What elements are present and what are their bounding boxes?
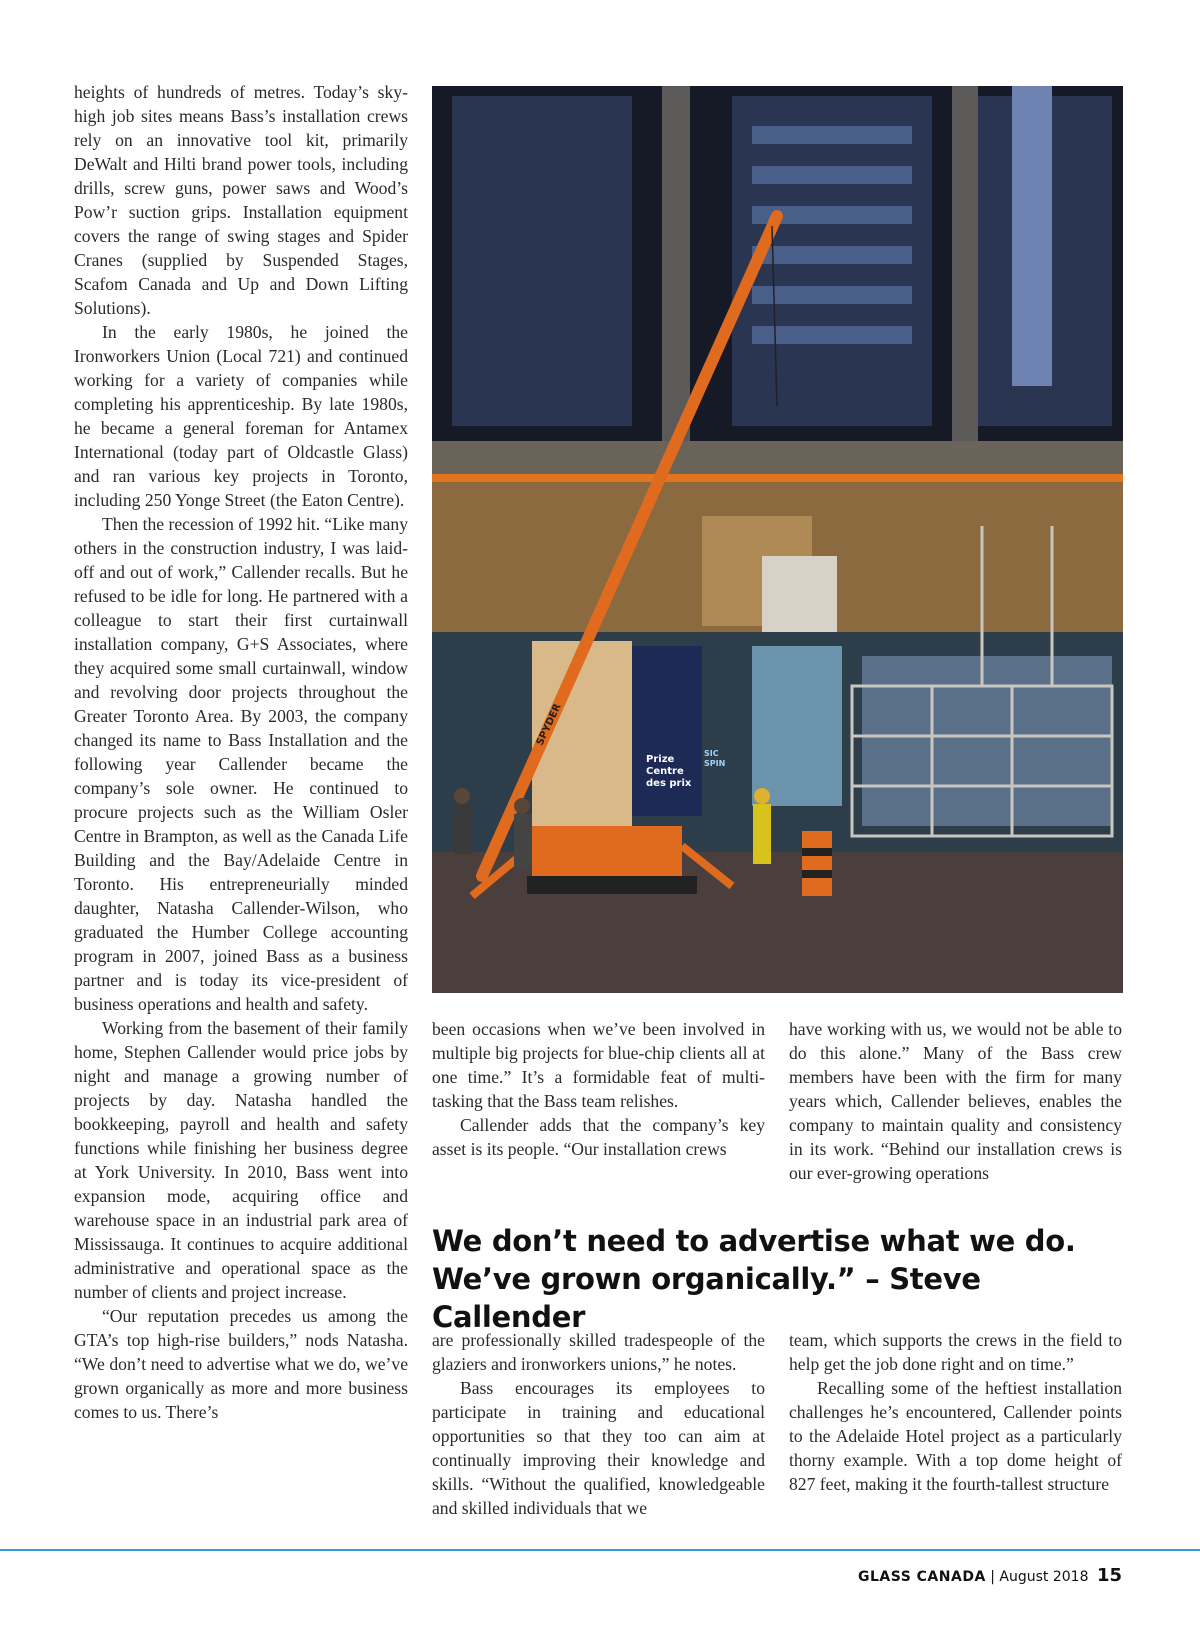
paragraph: Callender adds that the company’s key asset is its people. “Our installation crews	[432, 1115, 765, 1159]
pull-quote-line: We’ve grown organically.” – Steve Callender	[432, 1262, 981, 1334]
construction-photo	[432, 86, 1123, 993]
issue-date: August 2018	[999, 1569, 1089, 1585]
paragraph: Working from the basement of their family home, Stephen Callender would price jobs by night and manage a growing number of projects by day. Natasha handled the bookkeeping, payroll and health and safety functions while finishing her business degree at York University. In 2010, Bass went into expansion mode, acquiring office and warehouse space in an industrial park area of Mississauga. It continues to acquire additional administrative and operational space as the number of clients and project increase.	[74, 1018, 408, 1302]
paragraph: In the early 1980s, he joined the Ironworkers Union (Local 721) and continued working for a variety of companies while completing his apprenticeship. By late 1980s, he became a general foreman for Antamex International (today part of Oldcastle Glass) and ran various key projects in Toronto, including 250 Yonge Street (the Eaton Centre).	[74, 322, 408, 510]
page-number: 15	[1096, 1565, 1122, 1586]
page-footer	[858, 1565, 1122, 1586]
magazine-name: GLASS CANADA	[858, 1569, 986, 1585]
middle-column-top	[432, 1017, 765, 1161]
crane-brand-label: SPYDER	[534, 702, 564, 748]
paragraph: Bass encourages its employees to participate in training and educational opportunities so that they too can aim at continually improving their knowledge and skills. “Without the qualified, knowledgeable and skilled individuals that we	[432, 1378, 765, 1518]
pull-quote	[432, 1222, 1132, 1336]
right-column-bottom	[789, 1328, 1122, 1496]
spin-sign: SIC	[704, 749, 719, 758]
prize-centre-sign: Prize	[646, 754, 675, 765]
paragraph: “Our reputation precedes us among the GTA’s top high-rise builders,” nods Natasha. “We don’t need to advertise what we do, we’ve grown organically as more and more business comes to us. There’s	[74, 1306, 408, 1422]
pull-quote-line: We don’t need to advertise what we do.	[432, 1224, 1076, 1258]
paragraph: heights of hundreds of metres. Today’s sky-high job sites means Bass’s installation crews rely on an innovative tool kit, primarily DeWalt and Hilti brand power tools, including drills, screw guns, power saws and Wood’s Pow’r suction grips. Installation equipment covers the range of swing stages and Spider Cranes (supplied by Suspended Stages, Scafom Canada and Up and Down Lifting Solutions).	[74, 82, 408, 318]
prize-centre-sign: Centre	[646, 766, 684, 777]
paragraph: Recalling some of the heftiest installation challenges he’s encountered, Callender points to the Adelaide Hotel project as a particularly thorny example. With a top dome height of 827 feet, making it the fourth-tallest structure	[789, 1378, 1122, 1494]
footer-rule	[0, 1549, 1200, 1551]
spin-sign: SPIN	[704, 759, 726, 768]
footer-separator: |	[990, 1569, 995, 1585]
paragraph: team, which supports the crews in the field to help get the job done right and on time.”	[789, 1330, 1122, 1374]
paragraph: been occasions when we’ve been involved in multiple big projects for blue-chip clients all at one time.” It’s a formidable feat of multi-tasking that the Bass team relishes.	[432, 1019, 765, 1111]
left-column	[74, 80, 408, 1424]
prize-centre-sign: des prix	[646, 778, 692, 789]
middle-column-bottom	[432, 1328, 765, 1520]
right-column-top	[789, 1017, 1122, 1185]
paragraph: have working with us, we would not be able to do this alone.” Many of the Bass crew members have been with the firm for many years which, Callender believes, enables the company to maintain quality and consistency in its work. “Behind our installation crews is our ever-growing operations	[789, 1019, 1122, 1183]
paragraph: are professionally skilled tradespeople of the glaziers and ironworkers unions,” he notes.	[432, 1330, 765, 1374]
paragraph: Then the recession of 1992 hit. “Like many others in the construction industry, I was laid-off and out of work,” Callender recalls. But he refused to be idle for long. He partnered with a colleague to start their first curtainwall installation company, G+S Associates, where they acquired some small curtainwall, window and revolving door projects throughout the Greater Toronto Area. By 2003, the company changed its name to Bass Installation and the following year Callender became the company’s sole owner. He continued to procure projects such as the William Osler Centre in Brampton, as well as the Canada Life Building and the Bay/Adelaide Centre in Toronto. His entrepreneurially minded daughter, Natasha Callender-Wilson, who graduated the Humber College accounting program in 2007, joined Bass as a business partner and is today its vice-president of business operations and health and safety.	[74, 514, 408, 1014]
